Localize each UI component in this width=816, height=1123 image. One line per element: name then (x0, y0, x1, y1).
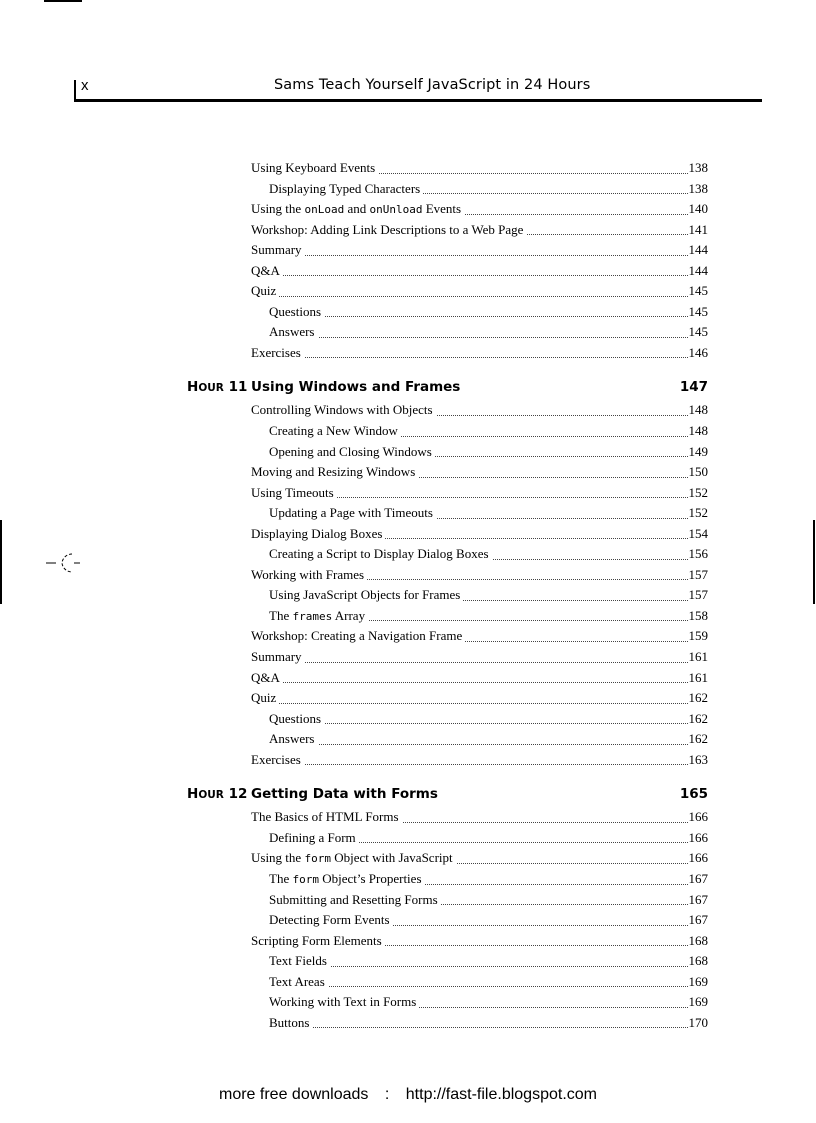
dot-leader (251, 764, 692, 765)
toc-entry[interactable] (0, 343, 816, 364)
toc-entry[interactable] (0, 869, 816, 890)
dot-leader (251, 662, 692, 663)
toc-entry[interactable] (0, 240, 816, 261)
toc-entry-label: Working with Frames (251, 565, 367, 585)
top-crop-rule (44, 0, 82, 2)
toc-entry-label: Workshop: Creating a Navigation Frame (251, 626, 465, 646)
toc-entry-label: Buttons (269, 1013, 312, 1033)
toc-entry[interactable] (0, 807, 816, 828)
toc-entry-page: 159 (688, 626, 709, 646)
toc-entry-page: 158 (688, 606, 709, 626)
toc-entry-page: 148 (688, 400, 709, 420)
toc-entry-page: 152 (688, 483, 709, 503)
toc-entry-label: The frames Array (269, 606, 368, 627)
toc-entry-label: Using Keyboard Events (251, 158, 378, 178)
dot-leader (251, 357, 692, 358)
toc-entry[interactable] (0, 281, 816, 302)
toc-entry-page: 157 (688, 565, 709, 585)
toc-section-hour12 (0, 807, 816, 1033)
toc-section-hour10-continued (0, 158, 816, 363)
running-head-rule (74, 99, 762, 102)
toc-entry-label: Detecting Form Events (269, 910, 393, 930)
toc-entry[interactable] (0, 302, 816, 323)
toc-entry-label: Exercises (251, 750, 304, 770)
toc-entry[interactable] (0, 199, 816, 220)
dot-leader (269, 1027, 692, 1028)
toc-entry-label: Moving and Resizing Windows (251, 462, 418, 482)
dot-leader (269, 723, 692, 724)
toc-entry[interactable] (0, 910, 816, 931)
toc-entry-label: Q&A (251, 261, 283, 281)
toc-entry-page: 161 (688, 647, 709, 667)
toc-entry-page: 168 (688, 931, 709, 951)
toc-entry[interactable] (0, 729, 816, 750)
hour-12-number: HOUR 12 (187, 786, 248, 803)
toc-entry-label: Displaying Dialog Boxes (251, 524, 385, 544)
toc-entry-page: 138 (688, 158, 709, 178)
toc-entry[interactable] (0, 606, 816, 627)
toc-entry[interactable] (0, 992, 816, 1013)
toc-entry[interactable] (0, 400, 816, 421)
footer-url[interactable]: http://fast-file.blogspot.com (405, 1086, 597, 1103)
toc-entry-page: 161 (688, 668, 709, 688)
toc-entry[interactable] (0, 647, 816, 668)
toc-entry[interactable] (0, 421, 816, 442)
toc-entry[interactable] (0, 220, 816, 241)
toc-entry-label: The Basics of HTML Forms (251, 807, 402, 827)
toc-entry-page: 162 (688, 709, 709, 729)
toc-entry[interactable] (0, 668, 816, 689)
toc-entry-label: Using JavaScript Objects for Frames (269, 585, 463, 605)
toc-entry-label: Working with Text in Forms (269, 992, 419, 1012)
hour-12-title: Getting Data with Forms (251, 786, 438, 803)
toc-entry-page: 169 (688, 972, 709, 992)
toc-entry-label: Opening and Closing Windows (269, 442, 435, 462)
footer (0, 1086, 816, 1104)
toc-entry-label: Quiz (251, 281, 279, 301)
toc-entry[interactable] (0, 688, 816, 709)
toc-entry-label: Summary (251, 240, 305, 260)
toc-entry-page: 166 (688, 807, 709, 827)
hour-12-heading (0, 781, 816, 807)
dot-leader (269, 337, 692, 338)
hour-11-number: HOUR 11 (187, 379, 248, 396)
running-head-page-number: x (81, 77, 89, 94)
toc-entry[interactable] (0, 261, 816, 282)
dot-leader (269, 744, 692, 745)
toc-entry-label: Creating a Script to Display Dialog Boxes (269, 544, 492, 564)
toc-entry-label: Quiz (251, 688, 279, 708)
toc-entry-label: Submitting and Resetting Forms (269, 890, 441, 910)
toc-entry-page: 162 (688, 729, 709, 749)
toc-entry-page: 144 (688, 240, 709, 260)
toc-entry-label: Workshop: Adding Link Descriptions to a Web Page (251, 220, 526, 240)
toc-entry-label: Text Fields (269, 951, 330, 971)
toc-entry-page: 154 (688, 524, 709, 544)
toc-entry[interactable] (0, 524, 816, 545)
toc-entry-page: 168 (688, 951, 709, 971)
toc-entry[interactable] (0, 1013, 816, 1034)
running-head-book-title: Sams Teach Yourself JavaScript in 24 Hours (274, 77, 591, 93)
hour-11-heading (0, 374, 816, 400)
dot-leader (251, 682, 692, 683)
dot-leader (251, 275, 692, 276)
toc-entry-page: 156 (688, 544, 709, 564)
toc-entry[interactable] (0, 585, 816, 606)
toc-section-hour11 (0, 400, 816, 770)
toc-entry[interactable] (0, 951, 816, 972)
toc-entry-page: 170 (688, 1013, 709, 1033)
toc-entry[interactable] (0, 179, 816, 200)
toc-entry[interactable] (0, 544, 816, 565)
toc-entry-page: 167 (688, 910, 709, 930)
toc-entry[interactable] (0, 483, 816, 504)
toc-entry-page: 163 (688, 750, 709, 770)
toc-entry-label: Q&A (251, 668, 283, 688)
toc-entry[interactable] (0, 848, 816, 869)
toc-entry[interactable] (0, 158, 816, 179)
dot-leader (251, 296, 692, 297)
toc-entry-label: Displaying Typed Characters (269, 179, 423, 199)
toc-entry-page: 145 (688, 322, 709, 342)
table-of-contents (0, 158, 816, 1033)
toc-entry-label: Answers (269, 729, 318, 749)
toc-entry-page: 157 (688, 585, 709, 605)
running-head (74, 74, 762, 104)
toc-entry-label: Text Areas (269, 972, 328, 992)
toc-entry-page: 148 (688, 421, 709, 441)
toc-entry-page: 166 (688, 848, 709, 868)
dot-leader (269, 316, 692, 317)
toc-entry-page: 145 (688, 302, 709, 322)
footer-separator: : (384, 1086, 390, 1103)
toc-entry-page: 140 (688, 199, 709, 219)
toc-entry-label: Scripting Form Elements (251, 931, 385, 951)
toc-entry-label: The form Object’s Properties (269, 869, 425, 890)
toc-entry[interactable] (0, 709, 816, 730)
toc-entry-page: 166 (688, 828, 709, 848)
toc-entry-label: Using Timeouts (251, 483, 337, 503)
toc-entry-label: Answers (269, 322, 318, 342)
toc-entry-page: 167 (688, 890, 709, 910)
toc-entry-page: 144 (688, 261, 709, 281)
dot-leader (251, 703, 692, 704)
toc-entry[interactable] (0, 462, 816, 483)
dot-leader (269, 986, 692, 987)
toc-entry-page: 162 (688, 688, 709, 708)
hour-11-title: Using Windows and Frames (251, 379, 461, 396)
toc-entry-label: Using the onLoad and onUnload Events (251, 199, 464, 220)
toc-entry-label: Summary (251, 647, 305, 667)
toc-entry[interactable] (0, 565, 816, 586)
toc-entry-page: 138 (688, 179, 709, 199)
dot-leader (269, 966, 692, 967)
toc-entry-label: Exercises (251, 343, 304, 363)
toc-entry-page: 169 (688, 992, 709, 1012)
toc-entry[interactable] (0, 442, 816, 463)
toc-entry-label: Questions (269, 302, 324, 322)
toc-entry-page: 141 (688, 220, 709, 240)
toc-entry[interactable] (0, 626, 816, 647)
dot-leader (251, 255, 692, 256)
toc-entry-label: Defining a Form (269, 828, 359, 848)
toc-entry[interactable] (0, 750, 816, 771)
toc-entry[interactable] (0, 972, 816, 993)
toc-entry[interactable] (0, 828, 816, 849)
toc-entry-page: 150 (688, 462, 709, 482)
toc-entry[interactable] (0, 931, 816, 952)
toc-entry-label: Controlling Windows with Objects (251, 400, 436, 420)
toc-entry-label: Creating a New Window (269, 421, 401, 441)
toc-entry-label: Updating a Page with Timeouts (269, 503, 436, 523)
toc-entry-label: Using the form Object with JavaScript (251, 848, 456, 869)
toc-entry[interactable] (0, 503, 816, 524)
toc-entry[interactable] (0, 890, 816, 911)
toc-entry-page: 149 (688, 442, 709, 462)
toc-entry-page: 152 (688, 503, 709, 523)
hour-11-page: 147 (679, 379, 708, 396)
toc-entry-page: 145 (688, 281, 709, 301)
toc-entry-label: Questions (269, 709, 324, 729)
toc-entry-page: 167 (688, 869, 709, 889)
footer-text: more free downloads (219, 1086, 369, 1103)
toc-entry-page: 146 (688, 343, 709, 363)
hour-12-page: 165 (679, 786, 708, 803)
toc-entry[interactable] (0, 322, 816, 343)
